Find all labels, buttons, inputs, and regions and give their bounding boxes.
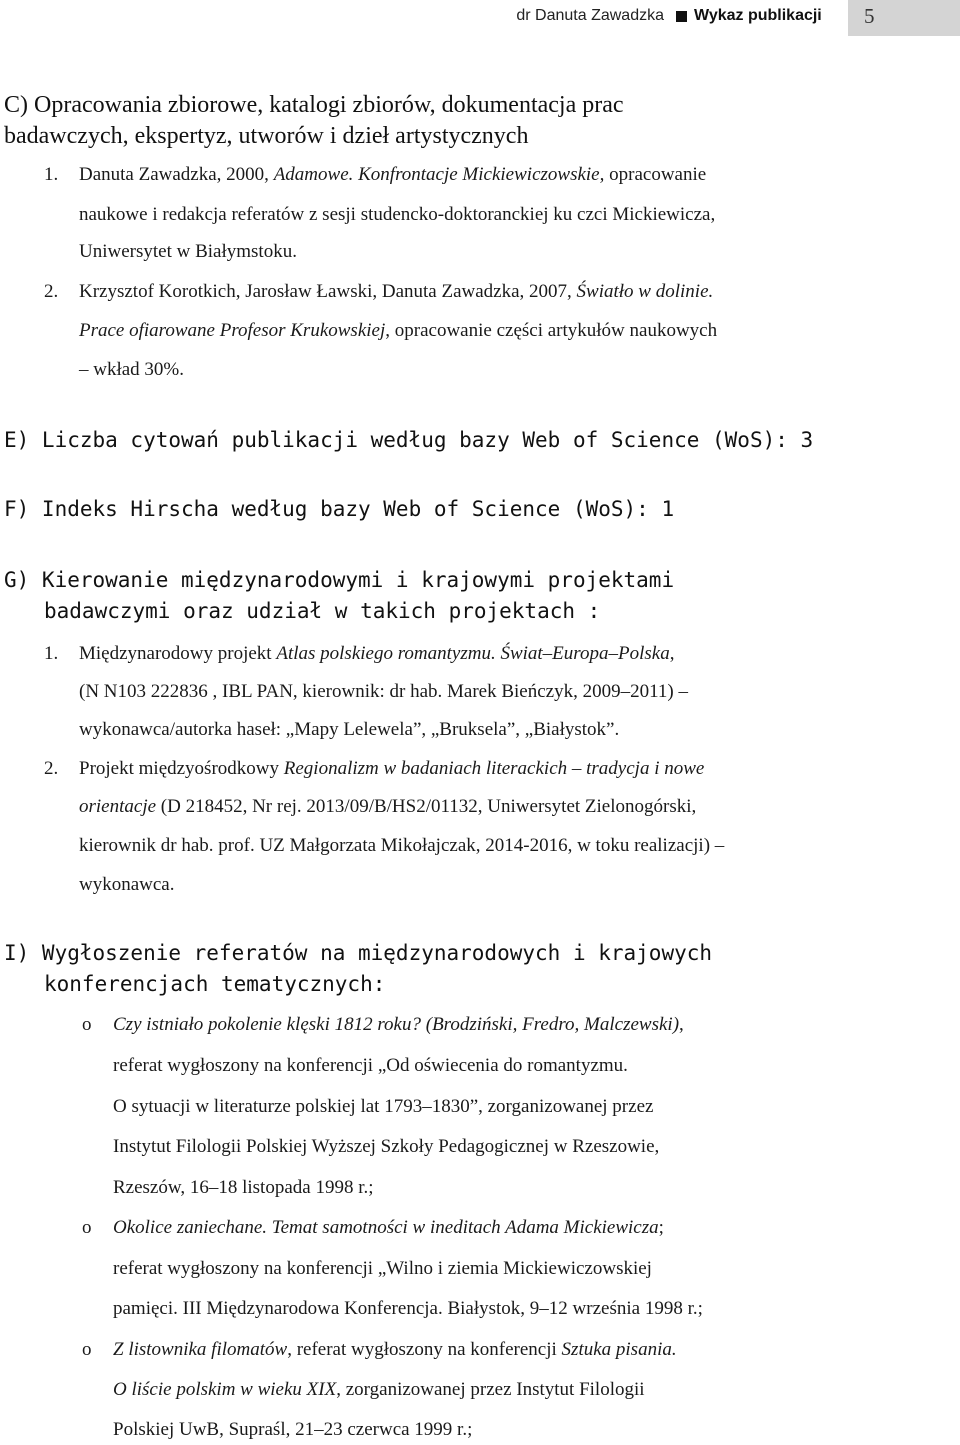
section-g-heading-line1: G) Kierowanie międzynarodowymi i krajowymi projektami [4, 568, 675, 592]
item-line: wykonawca/autorka haseł: „Mapy Lelewela”, „Bruksela”, „Białystok”. [79, 719, 620, 740]
item-line [79, 280, 713, 304]
item-title: Światło w dolinie. [576, 281, 714, 302]
page-header [0, 0, 960, 36]
item-title: Okolice zaniechane. Temat samotności w ineditach Adama Mickiewicza [113, 1217, 659, 1238]
bullet-o-icon: o [82, 1217, 92, 1238]
item-text: Międzynarodowy projekt [79, 643, 277, 664]
item-line: Rzeszów, 16–18 listopada 1998 r.; [113, 1177, 374, 1198]
square-bullet-icon [676, 11, 687, 22]
header-author: dr Danuta Zawadzka [516, 7, 664, 24]
item-text: Krzysztof Korotkich, Jarosław Ławski, Danuta Zawadzka, 2007, [79, 281, 577, 302]
page-number-box [848, 0, 960, 36]
item-line: – wkład 30%. [79, 359, 185, 380]
item-title: Z listownika filomatów [113, 1339, 288, 1360]
item-line [79, 319, 717, 343]
item-line: kierownik dr hab. prof. UZ Małgorzata Mikołajczak, 2014-2016, w toku realizacji) – [79, 835, 725, 856]
section-g-heading-line2: badawczymi oraz udział w takich projektach : [44, 599, 601, 623]
item-line: referat wygłoszony na konferencji „Od oświecenia do romantyzmu. [113, 1055, 628, 1076]
item-text: opracowanie [604, 164, 707, 185]
item-line: Instytut Filologii Polskiej Wyższej Szkoły Pedagogicznej w Rzeszowie, [113, 1136, 660, 1157]
item-text: , [679, 1014, 684, 1035]
page-number: 5 [864, 4, 875, 28]
item-title: Czy istniało pokolenie klęski 1812 roku? (Brodziński, Fredro, Malczewski) [113, 1014, 680, 1035]
item-line: referat wygłoszony na konferencji „Wilno i ziemia Mickiewiczowskiej [113, 1258, 652, 1279]
item-line [113, 1216, 664, 1240]
item-text: (D 218452, Nr rej. 2013/09/B/HS2/01132, Uniwersytet Zielonogórski, [156, 796, 697, 817]
bullet-o-icon: o [82, 1339, 92, 1360]
item-number: 2. [44, 281, 59, 302]
item-line [79, 642, 674, 666]
section-f-heading: F) Indeks Hirscha według bazy Web of Science (WoS): 1 [4, 497, 675, 521]
item-text: , referat wygłoszony na konferencji [287, 1339, 562, 1360]
section-i-heading [4, 938, 712, 1000]
bullet-o-icon: o [82, 1014, 92, 1035]
item-line [79, 757, 704, 781]
item-text: Projekt międzyośrodkowy [79, 758, 284, 779]
item-text: Danuta Zawadzka, 2000, [79, 164, 274, 185]
item-line: O sytuacji w literaturze polskiej lat 1793–1830”, zorganizowanej przez [113, 1096, 654, 1117]
item-text: , opracowanie części artykułów naukowych [385, 320, 718, 341]
item-title: Regionalizm w badaniach literackich – tradycja i nowe [283, 758, 705, 779]
section-c-heading-line1: C) Opracowania zbiorowe, katalogi zbiorów, dokumentacja prac [4, 92, 624, 118]
section-c-heading-line2: badawczych, ekspertyz, utworów i dzieł artystycznych [4, 123, 529, 149]
item-text: ; [658, 1217, 664, 1238]
item-title: orientacje [79, 796, 157, 817]
item-number: 1. [44, 164, 59, 185]
item-line: naukowe i redakcja referatów z sesji studencko-doktoranckiej ku czci Mickiewicza, [79, 204, 716, 225]
item-text: , [669, 643, 675, 664]
item-title: O liście polskim w wieku XIX [113, 1379, 337, 1400]
section-e-heading: E) Liczba cytowań publikacji według bazy Web of Science (WoS): 3 [4, 428, 814, 452]
item-line [113, 1338, 677, 1362]
section-i-heading-line2: konferencjach tematycznych: [44, 972, 386, 996]
item-line [79, 795, 696, 819]
item-line: Polskiej UwB, Supraśl, 21–23 czerwca 1999 r.; [113, 1419, 473, 1440]
item-number: 1. [44, 643, 59, 664]
item-title: Prace ofiarowane Profesor Krukowskiej [79, 320, 386, 341]
item-title: Adamowe. Konfrontacje Mickiewiczowskie, [273, 164, 605, 185]
item-line: (N N103 222836 , IBL PAN, kierownik: dr hab. Marek Bieńczyk, 2009–2011) – [79, 681, 688, 702]
item-title: Atlas polskiego romantyzmu. Świat–Europa–Polska [276, 643, 670, 664]
item-line [113, 1378, 645, 1402]
header-title: Wykaz publikacji [694, 7, 822, 24]
item-line [79, 163, 706, 187]
item-title: Sztuka pisania. [561, 1339, 677, 1360]
section-g-heading [4, 565, 674, 627]
item-line: Uniwersytet w Białymstoku. [79, 241, 297, 262]
item-number: 2. [44, 758, 59, 779]
section-i-heading-line1: I) Wygłoszenie referatów na międzynarodowych i krajowych [4, 941, 713, 965]
section-c-heading [4, 90, 624, 152]
item-line [113, 1013, 684, 1037]
item-text: , zorganizowanej przez Instytut Filologii [336, 1379, 645, 1400]
item-line: pamięci. III Międzynarodowa Konferencja. Białystok, 9–12 września 1998 r.; [113, 1298, 703, 1319]
item-line: wykonawca. [79, 874, 175, 895]
